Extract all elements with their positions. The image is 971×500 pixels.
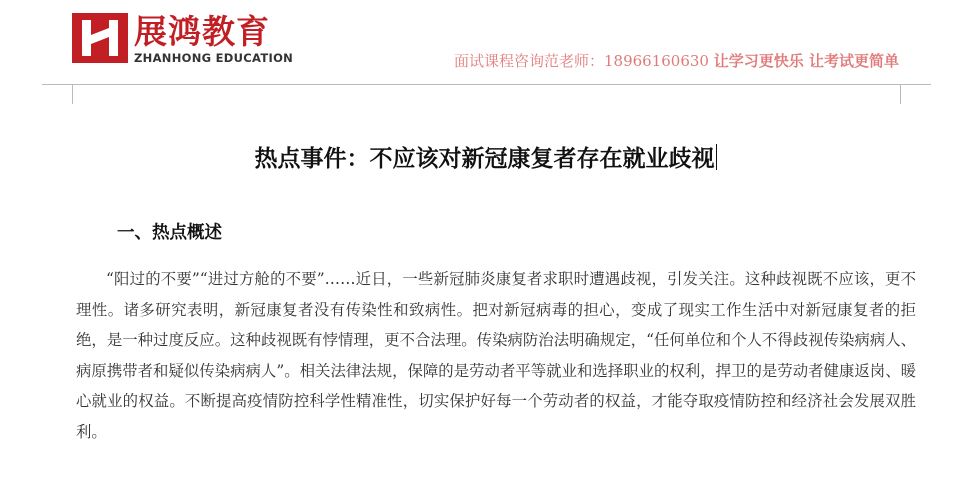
document-title[interactable] xyxy=(0,140,971,173)
document-title-text: 热点事件：不应该对新冠康复者存在就业歧视 xyxy=(254,145,715,172)
section-heading: 一、热点概述 xyxy=(117,223,222,243)
logo-mark-icon xyxy=(72,13,128,63)
logo-english-name: ZHANHONG EDUCATION xyxy=(134,51,294,65)
logo-chinese-name: 展鸿教育 xyxy=(134,12,270,51)
text-cursor xyxy=(716,144,717,170)
slogan-text: 让学习更快乐 让考试更简单 xyxy=(713,52,899,70)
header-contact xyxy=(454,50,899,71)
brand-logo xyxy=(72,13,293,65)
margin-corner-right xyxy=(870,84,901,104)
margin-corner-left xyxy=(72,84,103,104)
body-paragraph: “阳过的不要”“进过方舱的不要”……近日，一些新冠肺炎康复者求职时遭遇歧视，引发关注。这种歧视既不应该，更不理性。诸多研究表明，新冠康复者没有传染性和致病性。把对新冠病毒的担心，变成了现实工作生活中对新冠康复者的拒绝，是一种过度反应。这种歧视既有悖情理，更不合法理。传染病防治法明确规定，“任何单位和个人不得歧视传染病病人、病原携带者和疑似传染病病人”。相关法律法规，保障的是劳动者平等就业和选择职业的权利，捍卫的是劳动者健康返岗、暖心就业的权益。不断提高疫情防控科学性精准性，切实保护好每一个劳动者的权益，才能夺取疫情防控和经济社会发展双胜利。 xyxy=(76,270,916,441)
contact-text: 面试课程咨询范老师：18966160630 xyxy=(454,52,709,70)
header-divider xyxy=(42,84,931,85)
